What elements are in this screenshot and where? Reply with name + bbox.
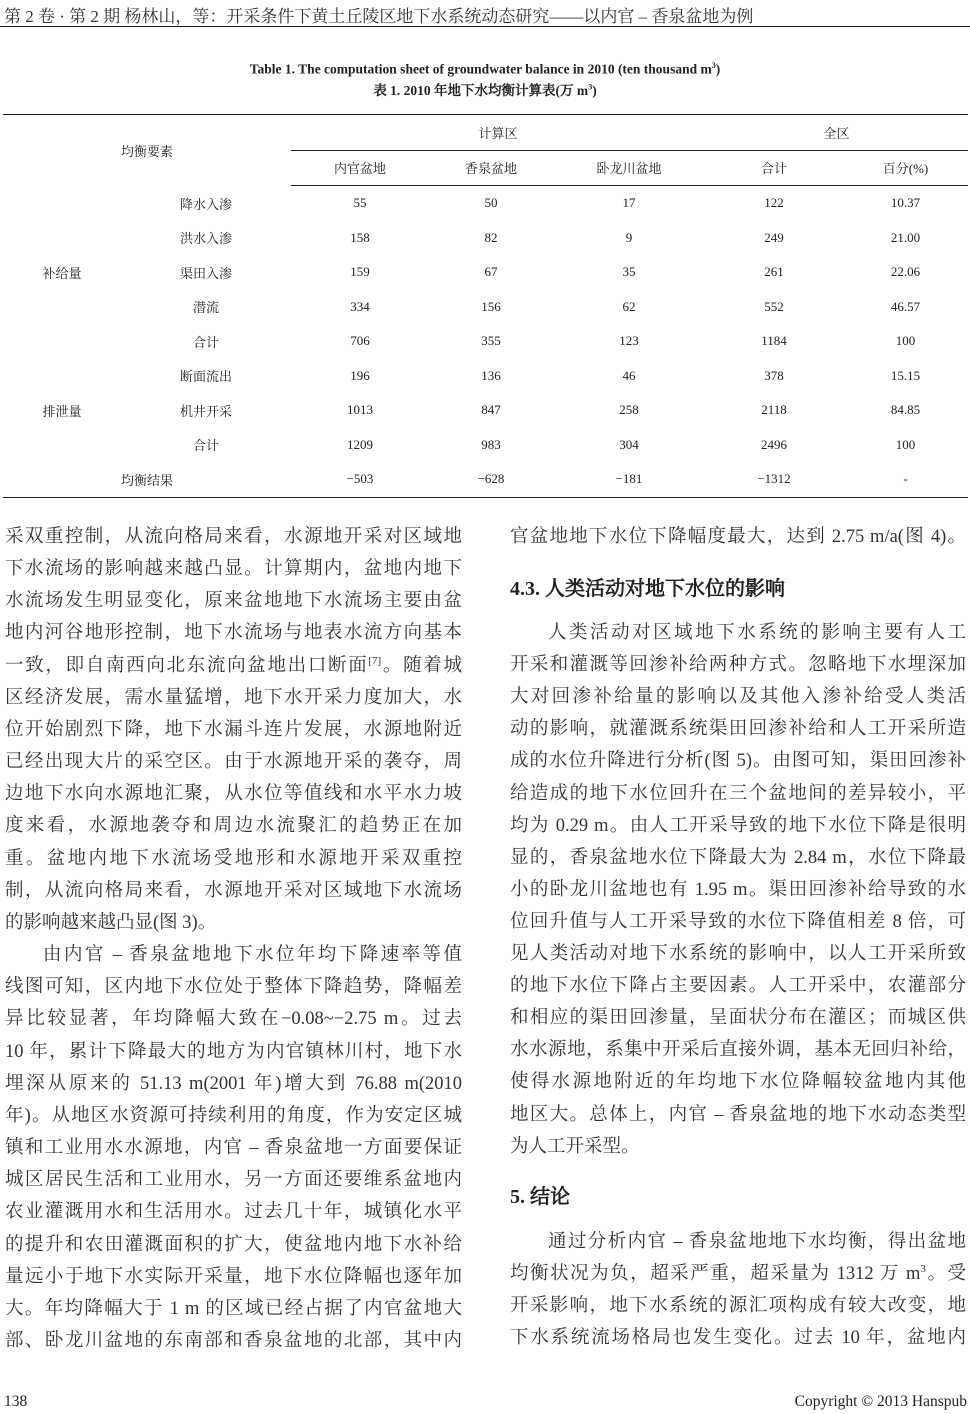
text-line: 年)。从地区水资源可持续利用的角度，作为安定区城: [5, 1105, 462, 1126]
superscript: 3: [920, 1262, 926, 1275]
balance-cell: −628: [429, 462, 553, 497]
col-header: 内官盆地: [291, 150, 429, 186]
text-line: 大。年均降幅大于 1 m 的区域已经占据了内官盆地大: [5, 1298, 462, 1319]
table-cell: 159: [350, 264, 370, 280]
text-line: 地内河谷地形控制，地下水流场与地表水流方向基本: [5, 623, 462, 644]
table-cell: 552: [764, 298, 784, 314]
text-line: 城区居民生活和工业用水，另一方面还要维系盆地内: [5, 1170, 462, 1191]
table-cell: 35: [622, 264, 636, 280]
text-line: 度来看，水源地袭夺和周边水流聚汇的趋势正在加: [5, 816, 462, 837]
caption-zh-text: 表 1. 2010 年地下水均衡计算表(万 m: [373, 83, 589, 98]
table-cell: 334: [350, 298, 370, 314]
text-line: 的地下水位下降占主要因素。人工开采中，农灌部分: [510, 976, 966, 997]
caption-zh-sup: 3: [588, 82, 593, 92]
table-cell: 261: [764, 264, 784, 280]
table-row: [3, 428, 968, 463]
text-line: 见人类活动对地下水系统的影响中，以人工开采所致: [510, 944, 966, 964]
text-line: 均为 0.29 m。由人工开采导致的地下水位下降是很明: [510, 815, 966, 836]
row-item: 合计: [192, 438, 219, 454]
table-cell: 2118: [761, 402, 787, 418]
table-cell: 196: [350, 367, 370, 383]
table-cell: 1209: [347, 436, 373, 452]
text-line: 部、卧龙川盆地的东南部和香泉盆地的北部，其中内: [5, 1331, 462, 1351]
text-line: 成的水位升降进行分析(图 5)。由图可知，渠田回渗补: [510, 751, 966, 772]
table-cell: 2496: [761, 436, 787, 452]
text-line: 为人工开采型。: [510, 1136, 640, 1157]
text-line: 由内官 – 香泉盆地地下水位年均下降速率等值: [43, 945, 462, 966]
balance-cell: −1312: [705, 462, 843, 497]
row-item: 降水入渗: [179, 196, 232, 212]
text-segment: 。受: [925, 1263, 966, 1284]
caption-en-sup: 3: [711, 61, 716, 70]
table-cell: 706: [350, 333, 370, 349]
table-cell: 122: [764, 195, 784, 211]
text-line: 10 年，累计下降最大的地方为内官镇林川村，地下水: [5, 1041, 462, 1062]
table-cell: 9: [625, 229, 633, 245]
table-row: [3, 221, 968, 256]
table-cell: 847: [481, 402, 501, 418]
page-number: 138: [4, 1393, 28, 1410]
table-cell: 1013: [347, 402, 373, 418]
groundwater-balance-table: [3, 114, 968, 498]
text-line: 的影响越来越凸显(图 3)。: [5, 912, 217, 933]
col-header: 百分(%): [843, 150, 968, 186]
table-header-row: [3, 115, 968, 151]
text-line: 官盆地地下水位下降幅度最大，达到 2.75 m/a(图 4)。: [510, 527, 966, 547]
row-item: 机井开采: [179, 403, 232, 419]
table-cell: 123: [619, 333, 639, 349]
row-group-label: 补给量: [42, 265, 82, 281]
text-line: 采双重控制，从流向格局来看，水源地开采对区域地: [5, 527, 462, 547]
table-cell: 46: [622, 367, 636, 383]
table-cell: 15.15: [890, 367, 921, 383]
text-line: 和相应的渠田回渗量，呈面状分布在灌区；而城区供: [510, 1008, 966, 1029]
table-cell: 304: [619, 436, 639, 452]
text-line: 人类活动对区域地下水系统的影响主要有人工: [548, 623, 966, 643]
text-line: 使得水源地附近的年均地下水位降幅较盆地内其他: [510, 1072, 966, 1093]
table-cell: 62: [622, 298, 636, 314]
table-cell: 46.57: [890, 298, 921, 314]
text-line: 开采影响，地下水系统的源汇项构成有较大改变，地: [510, 1295, 966, 1316]
row-group-label: 排泄量: [42, 403, 82, 419]
text-line: 埋深从原来的 51.13 m(2001 年)增大到 76.88 m(2010: [5, 1073, 462, 1094]
header-group-calc: 计算区: [291, 115, 705, 151]
balance-cell: -: [843, 462, 968, 497]
col-header: 卧龙川盆地: [553, 150, 705, 186]
balance-cell: −181: [553, 462, 705, 497]
table-row: [3, 359, 968, 394]
table-row: [3, 290, 968, 325]
text-line: 已经出现大片的采空区。由于水源地开采的袭夺，周: [5, 752, 462, 773]
text-line: 异比较显著，年均降幅大致在−0.08~−2.75 m。过去: [5, 1009, 462, 1030]
text-line: 给造成的地下水位回升在三个盆地间的差异较小，平: [510, 783, 966, 804]
table-cell: 156: [481, 298, 501, 314]
text-line: 通过分析内官 – 香泉盆地地下水均衡，得出盆地: [548, 1232, 966, 1252]
table-cell: 1184: [761, 333, 787, 349]
text-line: 动的影响，就灌溉系统渠田回渗补给和人工开采所造: [510, 719, 966, 740]
text-line: 位开始剧烈下降，地下水漏斗连片发展，水源地附近: [5, 719, 462, 740]
table-cell: 21.00: [890, 229, 921, 245]
table-cell: 22.06: [890, 264, 921, 280]
table-cell: 17: [622, 195, 636, 211]
header-rule: [0, 26, 970, 27]
superscript: [7]: [368, 654, 382, 667]
table-cell: 258: [619, 402, 639, 418]
text-line: 制，从流向格局来看，水源地开采对区域地下水流场: [5, 880, 462, 901]
table-cell: 55: [353, 195, 367, 211]
text-line: 大对回渗补给量的影响以及其他入渗补给受人类活: [510, 687, 966, 708]
table-row: [3, 255, 968, 290]
table-cell: 10.37: [890, 195, 921, 211]
text-line: 农业灌溉用水和生活用水。过去几十年，城镇化水平: [5, 1202, 462, 1223]
text-line: 线图可知，区内地下水位处于整体下降趋势，降幅差: [5, 977, 462, 998]
table-row: [3, 393, 968, 428]
row-item: 渠田入渗: [179, 265, 232, 281]
balance-row: [3, 462, 968, 497]
text-line: 位回升值与人工开采导致的水位下降值相差 8 倍，可: [510, 911, 966, 932]
copyright: Copyright © 2013 Hanspub: [794, 1393, 967, 1410]
table-cell: 100: [895, 333, 916, 349]
table-cell: 378: [764, 367, 784, 383]
section-heading: 4.3. 人类活动对地下水位的影响: [510, 578, 785, 600]
balance-label: 均衡结果: [3, 462, 291, 497]
text-line: 重。盆地内地下水流场受地形和水源地开采双重控: [5, 848, 462, 869]
table-cell: 983: [481, 436, 501, 452]
text-line: 地区大。总体上，内官 – 香泉盆地的地下水动态类型: [510, 1104, 966, 1125]
header-element: 均衡要素: [3, 115, 291, 186]
col-header: 香泉盆地: [429, 150, 553, 186]
table-cell: 158: [350, 229, 370, 245]
text-segment: 一致，即自南西向北东流向盆地出口断面: [5, 655, 369, 676]
table-cell: 67: [484, 264, 498, 280]
table-cell: 249: [764, 229, 784, 245]
table-row: [3, 324, 968, 359]
text-line: [5, 650, 462, 682]
text-line: 显的，香泉盆地水位下降最大为 2.84 m，水位下降最: [510, 847, 966, 868]
row-item: 断面流出: [179, 369, 232, 385]
text-segment: 均衡状况为负，超采严重，超采量为 1312 万 m: [510, 1263, 921, 1284]
text-line: 小的卧龙川盆地也有 1.95 m。渠田回渗补给导致的水: [510, 879, 966, 900]
table-cell: 84.85: [890, 402, 921, 418]
table-cell: 355: [481, 333, 501, 349]
text-line: 镇和工业用水水源地，内官 – 香泉盆地一方面要保证: [5, 1138, 462, 1159]
header-group-all: 全区: [705, 115, 968, 151]
text-line: 区经济发展，需水量猛增，地下水开采力度加大，水: [5, 687, 462, 708]
col-header: 合计: [705, 150, 843, 186]
text-line: 边地下水向水源地汇聚，从水位等值线和水平水力坡: [5, 784, 462, 805]
row-item: 洪水入渗: [179, 231, 232, 247]
text-line: 水水源地，系集中开采后直接外调，基本无回归补给，: [510, 1040, 966, 1061]
table-cell: 136: [481, 367, 501, 383]
caption-zh-end: ): [592, 83, 597, 98]
caption-en-text: Table 1. The computation sheet of groundwater balance in 2010 (ten thousand m: [249, 61, 712, 77]
table-caption-en: [0, 61, 970, 78]
caption-en-end: ): [715, 61, 721, 77]
table-cell: 82: [484, 229, 498, 245]
row-item: 合计: [192, 334, 219, 350]
section-heading: 5. 结论: [510, 1186, 570, 1208]
text-line: 水流场发生明显变化，原来盆地地下水流场主要由盆: [5, 591, 462, 612]
table-cell: 100: [895, 436, 916, 452]
text-segment: 。随着城: [381, 655, 462, 676]
text-line: [510, 1258, 966, 1290]
row-item: 潜流: [192, 300, 219, 316]
text-line: 的提升和农田灌溉面积的扩大，使盆地内地下水补给: [5, 1234, 462, 1255]
running-head: 第 2 卷 · 第 2 期 杨林山，等：开采条件下黄土丘陵区地下水系统动态研究——以内官 – 香泉盆地为例: [4, 7, 754, 26]
balance-cell: −503: [291, 462, 429, 497]
text-line: 下水流场的影响越来越凸显。计算期内，盆地内地下: [5, 559, 462, 580]
text-line: 下水系统流场格局也发生变化。过去 10 年，盆地内: [510, 1327, 966, 1348]
text-line: 开采和灌溉等回渗补给两种方式。忽略地下水埋深加: [510, 655, 966, 676]
table-caption-zh: [0, 79, 970, 99]
text-line: 量远小于地下水实际开采量，地下水位降幅也逐年加: [5, 1266, 462, 1287]
table-row: [3, 186, 968, 221]
table-cell: 50: [484, 195, 498, 211]
